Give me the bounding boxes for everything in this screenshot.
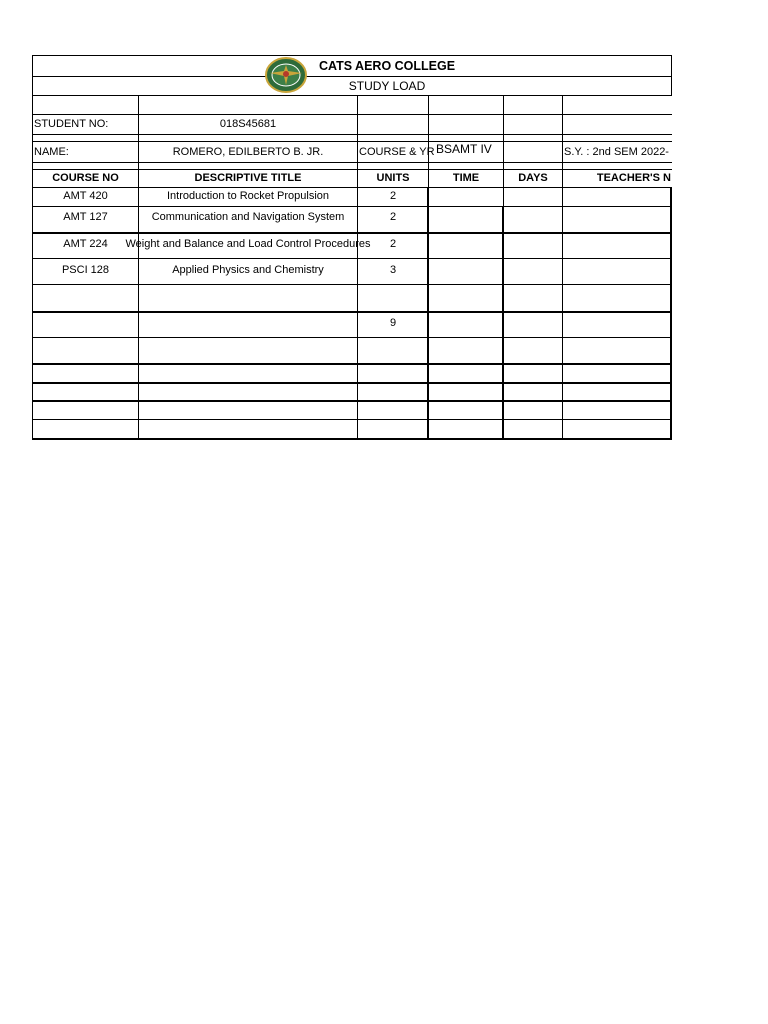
col-header-teachers-name: TEACHER'S N (596, 172, 671, 184)
course-yr-label: COURSE & YR (359, 145, 435, 158)
school-year: S.Y. : 2nd SEM 2022- (564, 145, 669, 158)
row2-course-no: AMT 127 (63, 210, 108, 223)
row2-units: 2 (389, 210, 397, 223)
col-header-units: UNITS (376, 172, 410, 184)
study-load-title: STUDY LOAD (348, 79, 426, 93)
row1-title: Introduction to Rocket Propulsion (166, 190, 330, 202)
row1-course-no: AMT 420 (63, 190, 108, 202)
row4-title: Applied Physics and Chemistry (172, 263, 324, 276)
col-header-course-no: COURSE NO (52, 172, 119, 184)
col-header-time: TIME (452, 172, 480, 184)
col-header-days: DAYS (518, 172, 548, 184)
study-load-sheet (32, 55, 672, 440)
row3-course-no: AMT 224 (63, 237, 108, 250)
row4-units: 3 (389, 263, 397, 276)
row3-units: 2 (389, 237, 397, 250)
row1-units: 2 (389, 190, 397, 202)
student-no-value: 018S45681 (219, 118, 277, 130)
total-units: 9 (389, 316, 397, 329)
name-label: NAME: (34, 145, 69, 158)
course-yr-value: BSAMT IV (436, 142, 492, 156)
name-value: ROMERO, EDILBERTO B. JR. (172, 145, 324, 158)
college-title: CATS AERO COLLEGE (318, 58, 456, 73)
row2-title: Communication and Navigation System (151, 210, 345, 223)
student-no-label: STUDENT NO: (34, 118, 109, 130)
row3-title: Weight and Balance and Load Control Procedures (125, 237, 371, 250)
row4-course-no: PSCI 128 (61, 263, 110, 276)
col-header-descriptive-title: DESCRIPTIVE TITLE (194, 172, 302, 184)
